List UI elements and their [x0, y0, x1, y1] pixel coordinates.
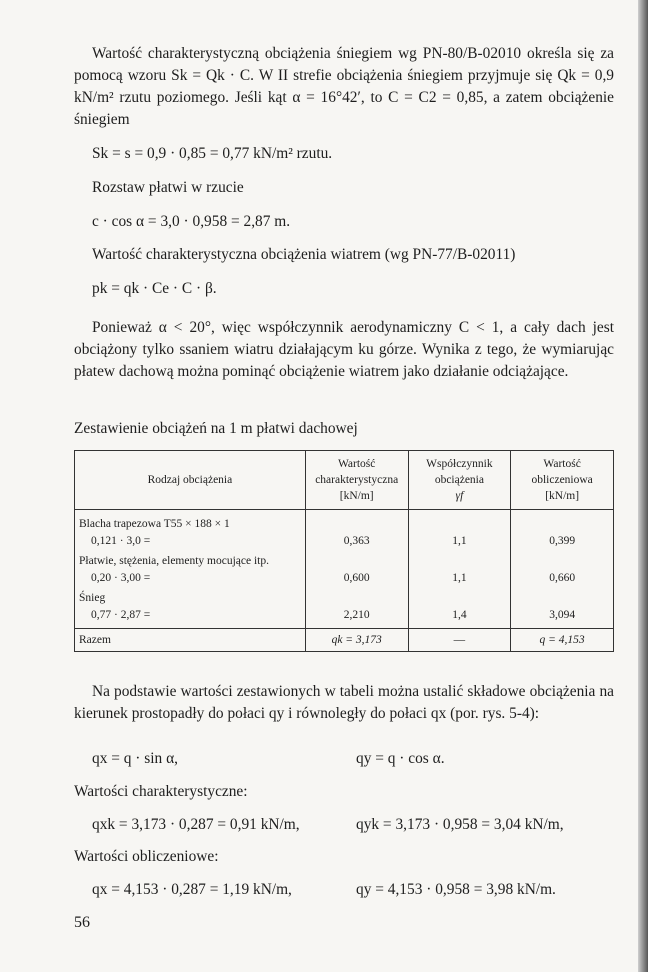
paragraph-snow-intro: Wartość charakterystyczną obciążenia śniegiem wg PN-80/B-02010 określa się za pomocą wzoru Sk = Qk · C. W II strefie obciążenia śniegiem przyjmuje się Qk = 0,9 kN/m² rzutu poziomego. Jeśli kąt α = 16°42′, to C = C2 = 0,85, a zatem obciążenie śniegiem — [74, 45, 614, 128]
paragraph-components: Na podstawie wartości zestawionych w tabeli można ustalić składowe obciążenia na kierunek prostopadły do połaci qy i równoległy do połaci qx (por. rys. 5-4): — [74, 683, 614, 722]
row-calc: 0,77 · 2,87 = — [91, 609, 151, 621]
row-calc: 0,20 · 3,00 = — [91, 572, 151, 584]
total-characteristic: qk = 3,173 — [305, 629, 408, 652]
table-header-row — [75, 451, 614, 510]
label-design-values: Wartości obliczeniowe: — [74, 848, 219, 865]
row-calc: 0,121 · 3,0 = — [91, 535, 151, 547]
value-factor: 1,4 — [452, 609, 467, 621]
row-name: Płatwie, stężenia, elementy mocujące itp. — [79, 555, 269, 567]
total-design: q = 4,153 — [511, 629, 614, 652]
equation-qy: qy = q · cos α. — [356, 750, 445, 767]
table-total-row — [75, 629, 614, 652]
equation-qx-design: qx = 4,153 · 0,287 = 1,19 kN/m, — [92, 881, 292, 898]
value-factor: 1,1 — [452, 572, 467, 584]
design-values-cell — [511, 510, 614, 629]
label-wind-load: Wartość charakterystyczna obciążenia wiatrem (wg PN-77/B-02011) — [92, 246, 516, 263]
characteristic-values-cell — [305, 510, 408, 629]
equation-purlin-spacing: c · cos α = 3,0 · 0,958 = 2,87 m. — [92, 213, 291, 230]
equation-qyk: qyk = 3,173 · 0,958 = 3,04 kN/m, — [356, 816, 564, 833]
header-design-value: Wartość obliczeniowa [kN/m] — [511, 451, 614, 510]
page-edge-shadow — [638, 0, 648, 972]
paragraph-wind-conclusion: Ponieważ α < 20°, więc współczynnik aerodynamiczny C < 1, a cały dach jest obciążony tylko ssaniem wiatru działającym ku górze. Wynika z tego, że wymiarując płatew dachową można pominąć obciążenie wiatrem jako działanie odciążające. — [74, 319, 614, 380]
equation-wind-load: pk = qk · Ce · C · β. — [92, 280, 217, 297]
table-title: Zestawienie obciążeń na 1 m płatwi dachowej — [74, 420, 358, 437]
header-load-factor: Współczynnik obciążenia γf — [408, 451, 511, 510]
row-name: Blacha trapezowa T55 × 188 × 1 — [79, 518, 230, 530]
total-label: Razem — [75, 629, 306, 652]
label-characteristic-values: Wartości charakterystyczne: — [74, 783, 248, 800]
value-design: 0,660 — [549, 572, 576, 584]
load-factors-cell — [408, 510, 511, 629]
table-body-row — [75, 510, 614, 629]
load-type-cell — [75, 510, 306, 629]
label-purlin-spacing: Rozstaw płatwi w rzucie — [92, 179, 244, 196]
value-factor: 1,1 — [452, 535, 467, 547]
header-characteristic-value: Wartość charakterystyczna [kN/m] — [305, 451, 408, 510]
page-number: 56 — [74, 914, 90, 931]
value-characteristic: 0,363 — [343, 535, 370, 547]
value-design: 0,399 — [549, 535, 576, 547]
value-design: 3,094 — [549, 609, 576, 621]
equation-qy-design: qy = 4,153 · 0,958 = 3,98 kN/m. — [356, 881, 556, 898]
loads-table — [74, 450, 614, 652]
value-characteristic: 0,600 — [343, 572, 370, 584]
equation-qx: qx = q · sin α, — [92, 750, 179, 767]
equation-snow-load: Sk = s = 0,9 · 0,85 = 0,77 kN/m² rzutu. — [92, 145, 333, 162]
equation-qxk: qxk = 3,173 · 0,287 = 0,91 kN/m, — [92, 816, 300, 833]
total-factor: — — [408, 629, 511, 652]
header-load-type: Rodzaj obciążenia — [75, 451, 306, 510]
value-characteristic: 2,210 — [343, 609, 370, 621]
row-name: Śnieg — [79, 592, 106, 604]
